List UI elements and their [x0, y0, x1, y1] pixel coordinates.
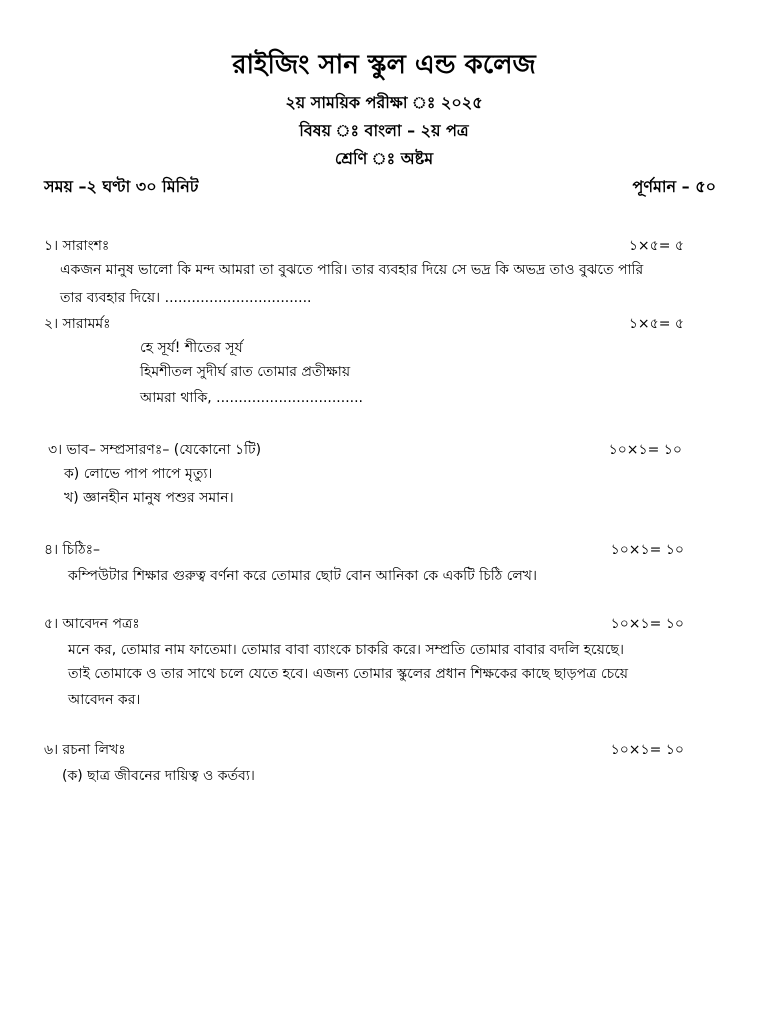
full-marks: পূর্ণমান – ৫০ [632, 177, 716, 196]
question-label: ৪। চিঠিঃ– [44, 542, 101, 558]
question-label: ৬। রচনা লিখঃ [44, 742, 126, 758]
option-line: ক) লোভে পাপ পাপে মৃত্যু। [64, 466, 213, 482]
exam-name: ২য় সাময়িক পরীক্ষা ঃ ২০২৫ [285, 93, 483, 112]
question-text-line: (ক) ছাত্র জীবনের দায়িত্ব ও কর্তব্য। [62, 768, 255, 784]
poem-line: হে সূর্য! শীতের সূর্য [140, 340, 243, 356]
question-text-line: তাই তোমাকে ও তার সাথে চলে যেতে হবে। এজন্য তোমার স্কুলের প্রধান শিক্ষকের কাছে ছাড়পত্র চেয়ে [68, 666, 629, 682]
question-marks: ১০×১= ১০ [608, 442, 682, 458]
question-marks: ১০×১= ১০ [610, 542, 684, 558]
time-allowed: সময় –২ ঘণ্টা ৩০ মিনিট [44, 177, 199, 196]
question-marks: ১×৫= ৫ [628, 238, 684, 254]
option-line: খ) জ্ঞানহীন মানুষ পশুর সমান। [64, 490, 234, 506]
question-text-line: কম্পিউটার শিক্ষার গুরুত্ব বর্ণনা করে তোমার ছোট বোন আনিকা কে একটি চিঠি লেখ। [68, 568, 537, 584]
school-name: রাইজিং সান স্কুল এন্ড কলেজ [232, 50, 536, 80]
question-text-line: একজন মানুষ ভালো কি মন্দ আমরা তা বুঝতে পারি। তার ব্যবহার দিয়ে সে ভদ্র কি অভদ্র তাও বুঝতে পারি [60, 262, 644, 278]
question-text-line: আবেদন কর। [68, 692, 141, 708]
question-text-line: মনে কর, তোমার নাম ফাতেমা। তোমার বাবা ব্যাংকে চাকরি করে। সম্প্রতি তোমার বাবার বদলি হয়েছে। [68, 642, 625, 658]
question-text-line: তার ব্যবহার দিয়ে। ................................. [60, 290, 312, 306]
question-label: ৩। ভাব– সম্প্রসারণঃ– (যেকোনো ১টি) [48, 442, 262, 458]
poem-line: আমরা থাকি, ................................. [140, 390, 363, 406]
question-marks: ১০×১= ১০ [610, 616, 684, 632]
poem-line: হিমশীতল সুদীর্ঘ রাত তোমার প্রতীক্ষায় [140, 364, 351, 380]
question-label: ৫। আবেদন পত্রঃ [44, 616, 140, 632]
subject-line: বিষয় ঃ বাংলা – ২য় পত্র [299, 121, 469, 140]
question-label: ২। সারামর্মঃ [44, 316, 111, 332]
class-line: শ্রেণি ঃ অষ্টম [334, 149, 434, 168]
question-marks: ১×৫= ৫ [628, 316, 684, 332]
question-marks: ১০×১= ১০ [610, 742, 684, 758]
question-label: ১। সারাংশঃ [44, 238, 110, 254]
